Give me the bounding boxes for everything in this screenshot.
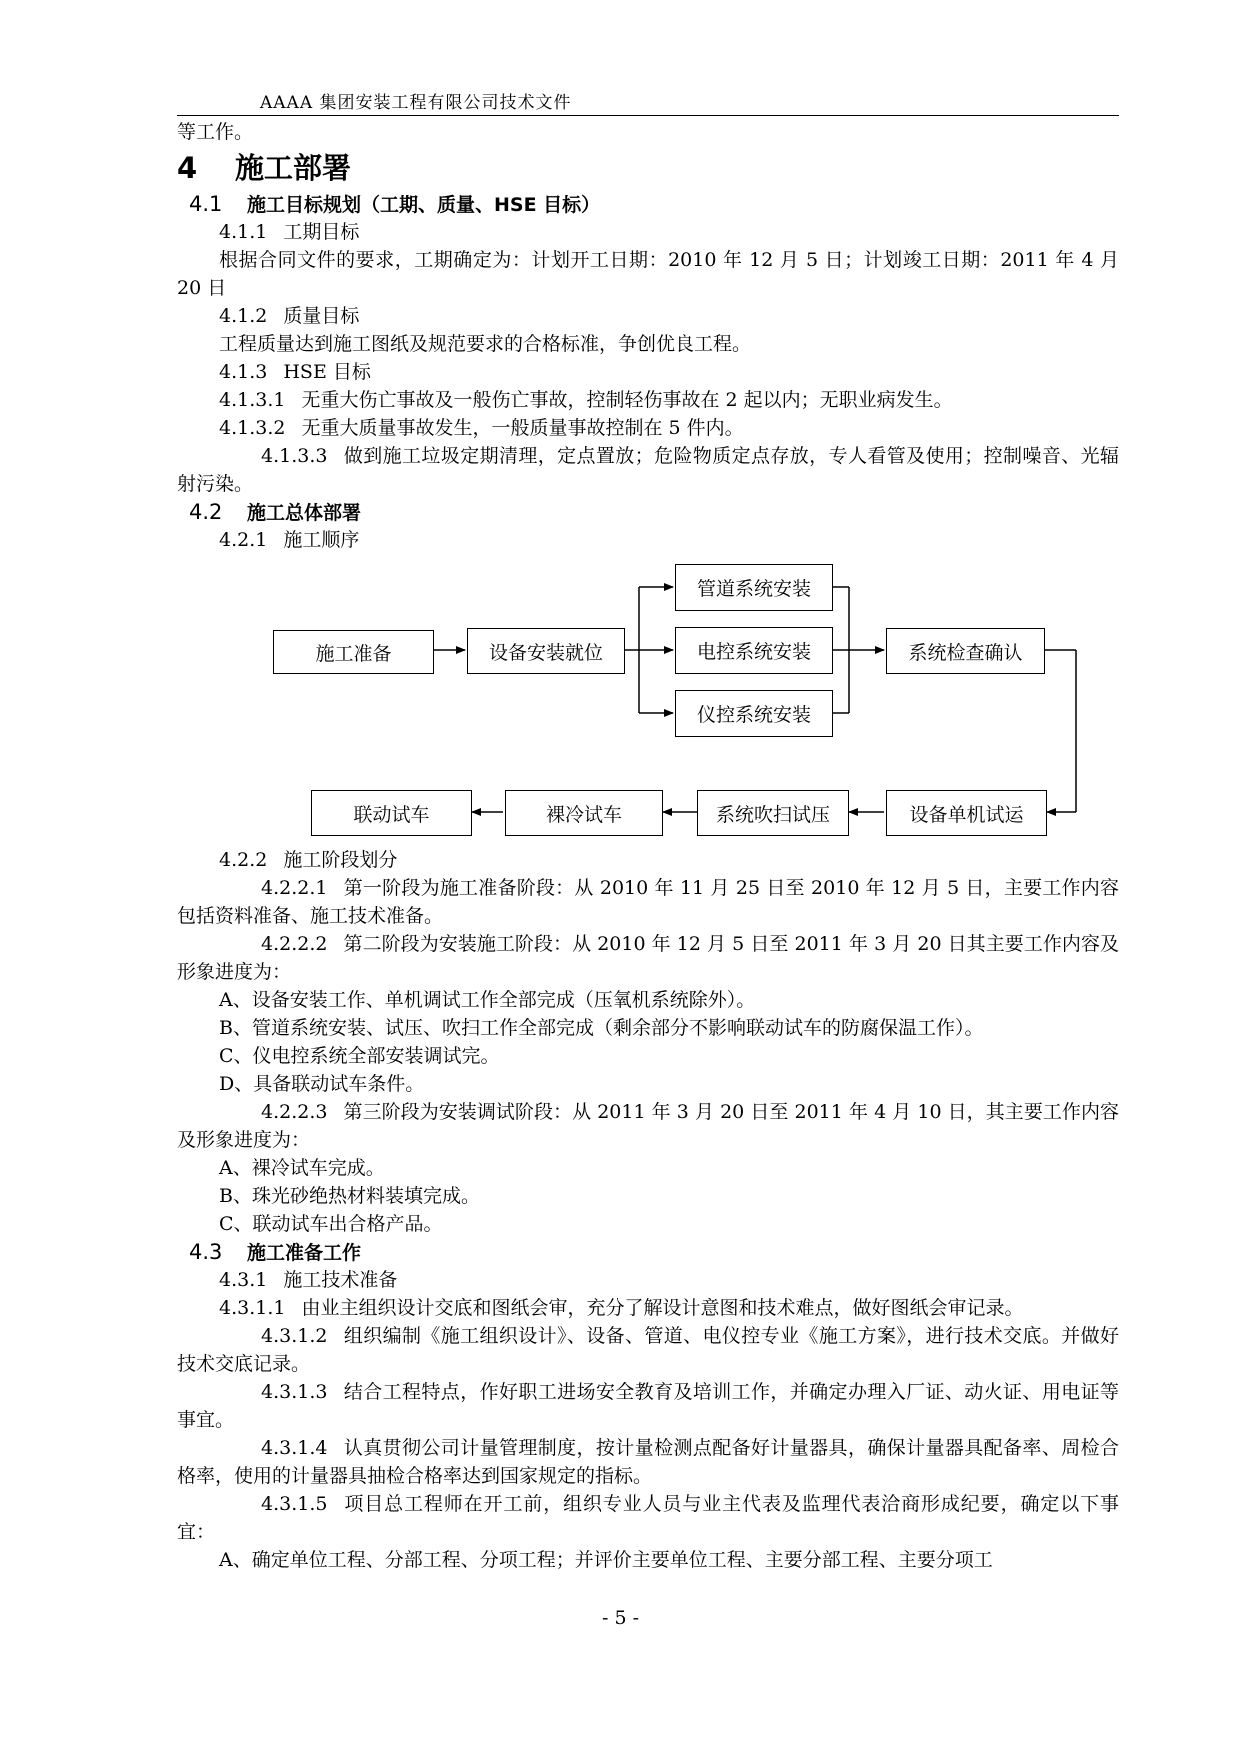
- list-item: D、具备联动试车条件。: [219, 1073, 425, 1095]
- subheading-title: 工期目标: [283, 221, 360, 243]
- item-number: 4.3.1.3: [261, 1381, 328, 1403]
- item-number: 4.1.3.1: [219, 389, 286, 411]
- list-item: A、裸冷试车完成。: [219, 1157, 385, 1179]
- subheading-4-2-2: [177, 846, 1119, 874]
- subheading-number: 4.1.2: [219, 305, 268, 327]
- subheading-4-1-2: [177, 302, 1119, 330]
- item-4-1-3-1: [177, 386, 1119, 414]
- item-number: 4.3.1.4: [261, 1437, 328, 1459]
- item-text: 无重大质量事故发生，一般质量事故控制在 5 件内。: [301, 417, 744, 439]
- flow-step-instrument-install: 仪控系统安装: [675, 690, 833, 737]
- item-text: 第二阶段为安装施工阶段：从 2010 年 12 月 5 日至 2011 年 3 月 20 日其主要工作内容及形象进度为：: [177, 933, 1119, 983]
- item-number: 4.2.2.3: [261, 1101, 328, 1123]
- document-body: [177, 118, 1119, 1574]
- item-text: 结合工程特点，作好职工进场安全教育及培训工作，并确定办理入厂证、动火证、用电证等事宜。: [177, 1381, 1119, 1431]
- heading-title: 施工部署: [235, 151, 352, 185]
- item-number: 4.1.3.2: [219, 417, 286, 439]
- item-number: 4.2.2.1: [261, 877, 328, 899]
- item-4-1-3-3: [177, 442, 1119, 498]
- subheading-number: 4.3.1: [219, 1269, 268, 1291]
- item-4-3-1-3: [177, 1378, 1119, 1434]
- item-4-2-2-3: [177, 1098, 1119, 1154]
- item-4-3-1-1: [177, 1294, 1119, 1322]
- item-text: 组织编制《施工组织设计》、设备、管道、电仪控专业《施工方案》，进行技术交底。并做好技术交底记录。: [177, 1325, 1119, 1375]
- flow-step-equipment-install: 设备安装就位: [467, 628, 625, 674]
- list-item: A、确定单位工程、分部工程、分项工程；并评价主要单位工程、主要分部工程、主要分项工: [219, 1549, 993, 1571]
- subheading-number: 4.1.3: [219, 361, 268, 383]
- subheading-number: 4.1.1: [219, 221, 268, 243]
- section-heading-4: [177, 146, 1119, 190]
- heading-number: 4: [177, 151, 198, 185]
- item-number: 4.3.1.2: [261, 1325, 328, 1347]
- paragraph-quality: 工程质量达到施工图纸及规范要求的合格标准，争创优良工程。: [219, 333, 752, 355]
- flow-step-cold-trial: 裸冷试车: [505, 790, 663, 836]
- flow-step-construction-prep: 施工准备: [273, 630, 434, 674]
- page-header: AAAA 集团安装工程有限公司技术文件: [260, 93, 572, 113]
- subheading-title: 施工技术准备: [283, 1269, 398, 1291]
- item-4-3-1-5: [177, 1490, 1119, 1546]
- page-number: - 5 -: [601, 1607, 639, 1629]
- item-text: 做到施工垃圾定期清理，定点置放；危险物质定点存放，专人看管及使用；控制噪音、光辐射污染。: [177, 445, 1119, 495]
- paragraph-schedule: 根据合同文件的要求，工期确定为：计划开工日期：2010 年 12 月 5 日；计划竣工日期：2011 年 4 月 20 日: [177, 249, 1119, 299]
- list-item: C、联动试车出合格产品。: [219, 1213, 443, 1235]
- subheading-4-1-1: [177, 218, 1119, 246]
- paragraph-continuation: 等工作。: [177, 121, 254, 143]
- item-4-3-1-2: [177, 1322, 1119, 1378]
- section-heading-4-3: [177, 1238, 1119, 1266]
- heading-number: 4.3: [189, 1240, 223, 1264]
- flow-step-purge-pressure-test: 系统吹扫试压: [697, 790, 849, 836]
- item-4-2-2-1: [177, 874, 1119, 930]
- section-heading-4-2: [177, 498, 1119, 526]
- item-text: 项目总工程师在开工前，组织专业人员与业主代表及监理代表洽商形成纪要，确定以下事宜：: [177, 1493, 1119, 1543]
- construction-sequence-flowchart: [177, 554, 1119, 836]
- item-number: 4.3.1.1: [219, 1297, 286, 1319]
- subheading-number: 4.2.2: [219, 849, 268, 871]
- item-4-3-1-4: [177, 1434, 1119, 1490]
- item-text: 由业主组织设计交底和图纸会审，充分了解设计意图和技术难点，做好图纸会审记录。: [301, 1297, 1024, 1319]
- flow-step-single-trial: 设备单机试运: [886, 790, 1047, 836]
- heading-number: 4.1: [189, 192, 223, 216]
- flow-step-piping-install: 管道系统安装: [675, 564, 833, 611]
- item-text: 无重大伤亡事故及一般伤亡事故，控制轻伤事故在 2 起以内；无职业病发生。: [301, 389, 953, 411]
- list-item: A、设备安装工作、单机调试工作全部完成（压氧机系统除外）。: [219, 989, 756, 1011]
- flow-step-electrical-install: 电控系统安装: [675, 627, 833, 674]
- subheading-title: 施工顺序: [283, 529, 360, 551]
- item-number: 4.3.1.5: [261, 1493, 328, 1515]
- item-text: 第一阶段为施工准备阶段：从 2010 年 11 月 25 日至 2010 年 12 月 5 日，主要工作内容包括资料准备、施工技术准备。: [177, 877, 1119, 927]
- heading-title: 施工总体部署: [247, 502, 362, 524]
- list-item: B、管道系统安装、试压、吹扫工作全部完成（剩余部分不影响联动试车的防腐保温工作）。: [219, 1017, 984, 1039]
- item-4-1-3-2: [177, 414, 1119, 442]
- list-item: C、仪电控系统全部安装调试完。: [219, 1045, 500, 1067]
- subheading-4-1-3: [177, 358, 1119, 386]
- item-text: 第三阶段为安装调试阶段：从 2011 年 3 月 20 日至 2011 年 4 月 10 日，其主要工作内容及形象进度为：: [177, 1101, 1119, 1151]
- subheading-title: 质量目标: [283, 305, 360, 327]
- flow-step-joint-trial: 联动试车: [311, 790, 472, 836]
- item-text: 认真贯彻公司计量管理制度，按计量检测点配备好计量器具，确保计量器具配备率、周检合格率，使用的计量器具抽检合格率达到国家规定的指标。: [177, 1437, 1119, 1487]
- heading-title: 施工目标规划（工期、质量、HSE 目标）: [247, 194, 601, 216]
- heading-number: 4.2: [189, 500, 223, 524]
- flow-step-system-check: 系统检查确认: [886, 628, 1045, 674]
- heading-title: 施工准备工作: [247, 1242, 362, 1264]
- subheading-title: HSE 目标: [283, 361, 371, 383]
- subheading-4-2-1: [177, 526, 1119, 554]
- item-number: 4.2.2.2: [261, 933, 328, 955]
- item-4-2-2-2: [177, 930, 1119, 986]
- subheading-number: 4.2.1: [219, 529, 268, 551]
- section-heading-4-1: [177, 190, 1119, 218]
- list-item: B、珠光砂绝热材料装填完成。: [219, 1185, 480, 1207]
- subheading-4-3-1: [177, 1266, 1119, 1294]
- item-number: 4.1.3.3: [261, 445, 328, 467]
- subheading-title: 施工阶段划分: [283, 849, 398, 871]
- header-rule: [177, 115, 1119, 116]
